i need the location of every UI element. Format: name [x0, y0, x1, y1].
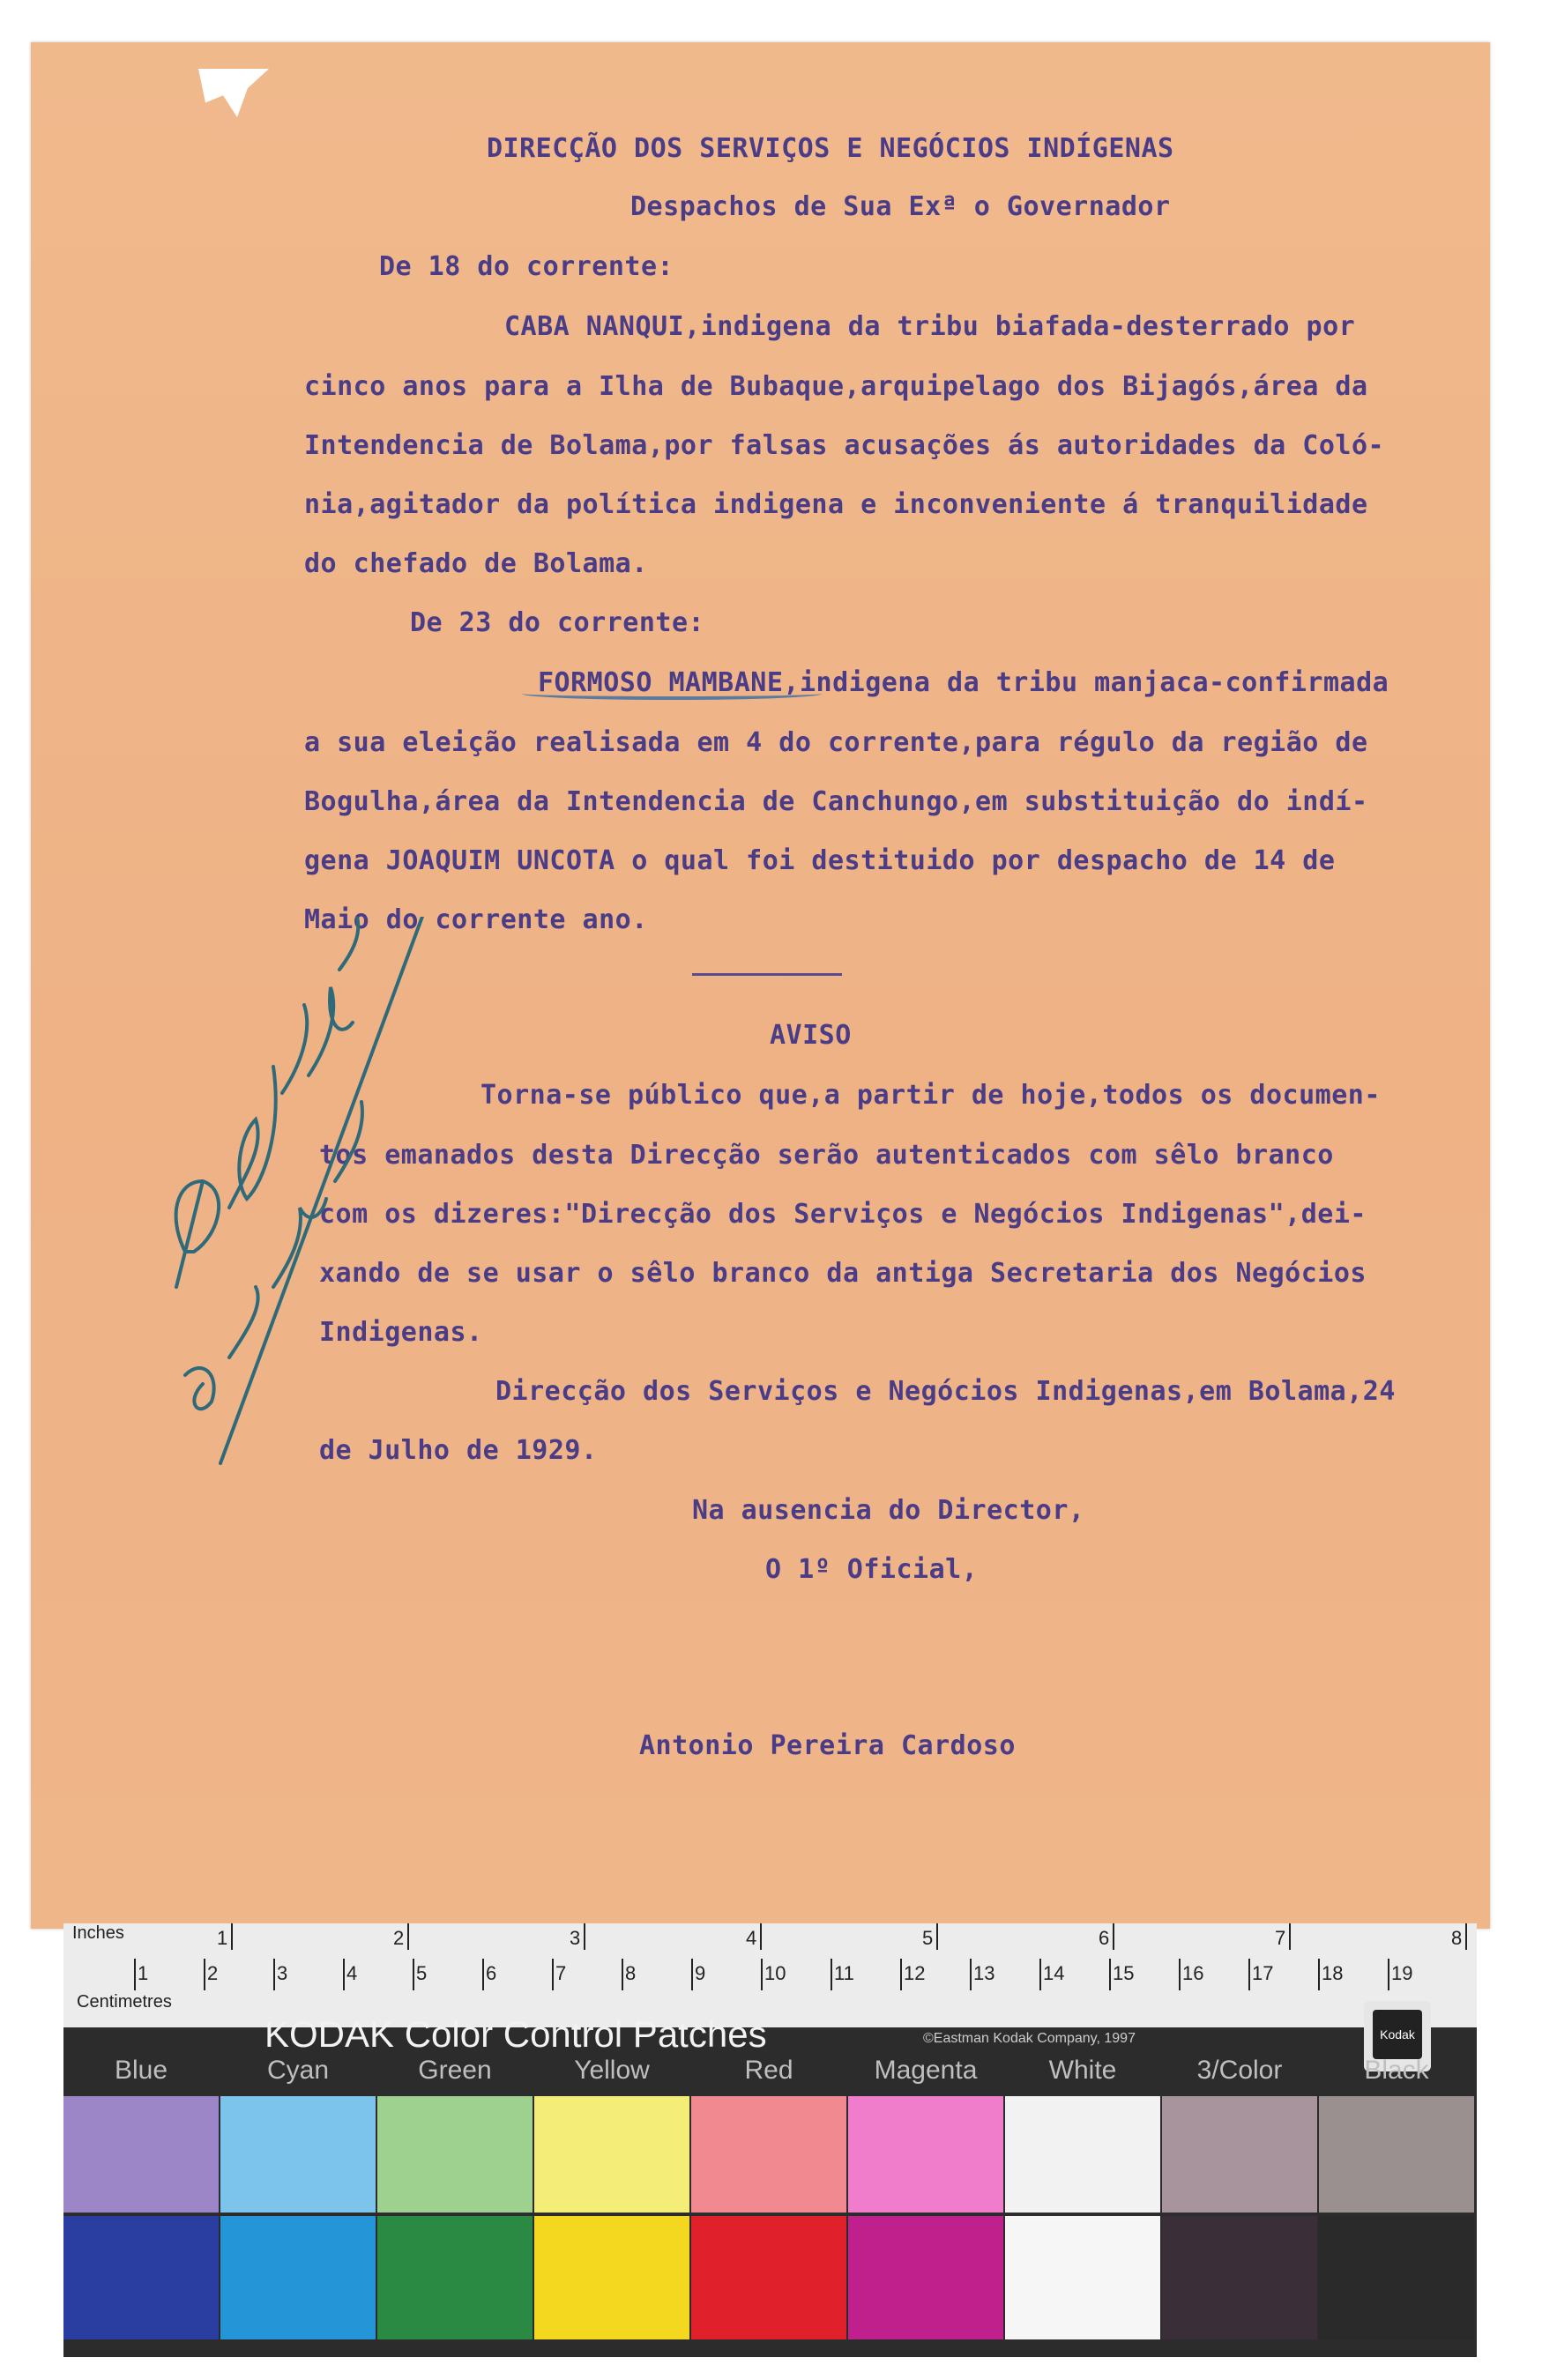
cm-number: 3: [277, 1962, 288, 1984]
color-patch-dark: [63, 2216, 219, 2339]
patch-label: 3/Color: [1196, 2056, 1283, 2085]
paragraph-1-line: cinco anos para a Ilha de Bubaque,arquipelago dos Bijagós,área da: [304, 371, 1368, 402]
cm-tick: [1248, 1959, 1250, 1990]
inch-number: 4: [746, 1927, 757, 1949]
paragraph-1-line: nia,agitador da política indigena e inconveniente á tranquilidade: [304, 489, 1368, 520]
closing-line: Direcção dos Serviços e Negócios Indigenas,em Bolama,24: [495, 1376, 1396, 1407]
signature-name: Antonio Pereira Cardoso: [639, 1730, 1016, 1761]
cm-number: 2: [207, 1962, 219, 1984]
inch-tick: [407, 1923, 409, 1950]
closing-line: de Julho de 1929.: [319, 1435, 598, 1466]
color-patch-dark: [848, 2216, 1003, 2339]
paragraph-2-line: FORMOSO MAMBANE,indigena da tribu manjaca-confirmada: [538, 667, 1389, 698]
cm-tick: [482, 1959, 484, 1990]
cm-number: 4: [346, 1962, 358, 1984]
paragraph-1-line: do chefado de Bolama.: [304, 548, 648, 579]
document-subheader: Despachos de Sua Exª o Governador: [630, 191, 1171, 222]
paragraph-2-line: Bogulha,área da Intendencia de Canchungo,em substituição do indí-: [304, 786, 1368, 817]
color-patch-dark: [1162, 2216, 1317, 2339]
cm-tick: [413, 1959, 414, 1990]
cm-tick: [204, 1959, 205, 1990]
centimetres-label: Centimetres: [77, 1992, 172, 2012]
color-patch-dark: [1005, 2216, 1160, 2339]
document-header: DIRECÇÃO DOS SERVIÇOS E NEGÓCIOS INDÍGENAS: [487, 133, 1174, 164]
aviso-line: Torna-se público que,a partir de hoje,todos os documen-: [480, 1080, 1381, 1111]
inch-number: 5: [922, 1927, 934, 1949]
patch-label: White: [1048, 2056, 1117, 2085]
inch-number: 3: [570, 1927, 581, 1949]
inch-tick: [1113, 1923, 1114, 1950]
kodak-color-target: [63, 1923, 1477, 2357]
aviso-line: com os dizeres:"Direcção dos Serviços e Negócios Indigenas",dei-: [319, 1199, 1367, 1230]
inch-tick: [584, 1923, 585, 1950]
patch-label: Black: [1364, 2056, 1429, 2085]
paragraph-2-line: Maio do corrente ano.: [304, 904, 648, 935]
cm-number: 19: [1391, 1962, 1413, 1984]
color-patch-dark: [377, 2216, 533, 2339]
cm-tick: [1318, 1959, 1320, 1990]
cm-number: 11: [834, 1962, 854, 1984]
inches-label: Inches: [72, 1923, 124, 1943]
cm-number: 12: [904, 1962, 926, 1984]
paragraph-2-line: a sua eleição realisada em 4 do corrente,para régulo da região de: [304, 727, 1368, 758]
cm-tick: [970, 1959, 972, 1990]
inch-number: 1: [217, 1927, 228, 1949]
color-patch-light: [63, 2096, 219, 2213]
cm-number: 15: [1113, 1962, 1135, 1984]
cm-tick: [273, 1959, 275, 1990]
date-line-1: De 18 do corrente:: [379, 251, 674, 282]
blue-underline-mark: [522, 688, 822, 700]
cm-tick: [622, 1959, 623, 1990]
cm-number: 8: [625, 1962, 637, 1984]
cm-tick: [1179, 1959, 1181, 1990]
cm-tick: [343, 1959, 345, 1990]
color-patch-dark: [534, 2216, 689, 2339]
kodak-logo-mark: Kodak: [1373, 2010, 1422, 2059]
ruler-scale: [63, 1923, 1477, 2027]
inch-number: 6: [1099, 1927, 1110, 1949]
cm-number: 6: [486, 1962, 497, 1984]
patch-label: Blue: [114, 2056, 168, 2085]
color-patch-light: [377, 2096, 533, 2213]
torn-corner: [198, 69, 269, 117]
absence-line: Na ausencia do Director,: [692, 1495, 1085, 1526]
color-patch-dark: [691, 2216, 846, 2339]
aviso-line: xando de se usar o sêlo branco da antiga Secretaria dos Negócios: [319, 1258, 1367, 1289]
cm-number: 10: [764, 1962, 786, 1984]
inch-tick: [231, 1923, 233, 1950]
color-patch-light: [848, 2096, 1003, 2213]
date-line-2: De 23 do corrente:: [410, 607, 705, 638]
color-patch-light: [1162, 2096, 1317, 2213]
aviso-line: tos emanados desta Direcção serão autenticados com sêlo branco: [319, 1140, 1334, 1171]
cm-tick: [552, 1959, 554, 1990]
inch-number: 8: [1451, 1927, 1463, 1949]
copyright-text: ©Eastman Kodak Company, 1997: [923, 2031, 1136, 2046]
cm-tick: [134, 1959, 136, 1990]
aviso-title: AVISO: [770, 1020, 852, 1051]
color-patch-light: [220, 2096, 376, 2213]
patch-label: Magenta: [874, 2056, 978, 2085]
cm-number: 13: [973, 1962, 995, 1984]
cm-tick: [900, 1959, 902, 1990]
handwritten-annotation: [150, 917, 467, 1481]
color-patch-light: [691, 2096, 846, 2213]
officer-line: O 1º Oficial,: [765, 1554, 979, 1585]
inch-number: 7: [1275, 1927, 1286, 1949]
cm-number: 1: [138, 1962, 149, 1984]
cm-number: 5: [416, 1962, 428, 1984]
color-patch-light: [1005, 2096, 1160, 2213]
inch-tick: [1289, 1923, 1291, 1950]
color-patch-dark: [1319, 2216, 1474, 2339]
cm-number: 18: [1322, 1962, 1344, 1984]
target-title: KODAK Color Control Patches: [264, 2013, 767, 2055]
cm-tick: [1388, 1959, 1389, 1990]
cm-tick: [831, 1959, 832, 1990]
cm-tick: [761, 1959, 763, 1990]
patch-label: Green: [418, 2056, 492, 2085]
cm-number: 14: [1043, 1962, 1065, 1984]
cm-number: 17: [1252, 1962, 1274, 1984]
patch-label: Red: [744, 2056, 793, 2085]
color-patch-dark: [220, 2216, 376, 2339]
inch-tick: [760, 1923, 762, 1950]
paragraph-1-line: CABA NANQUI,indigena da tribu biafada-desterrado por: [504, 311, 1356, 342]
color-patch-light: [534, 2096, 689, 2213]
inch-tick: [1465, 1923, 1467, 1950]
cm-tick: [691, 1959, 693, 1990]
cm-tick: [1039, 1959, 1041, 1990]
patch-label: Cyan: [266, 2056, 330, 2085]
cm-number: 9: [695, 1962, 706, 1984]
color-patch-light: [1319, 2096, 1474, 2213]
paragraph-2-line: gena JOAQUIM UNCOTA o qual foi destituido por despacho de 14 de: [304, 845, 1336, 876]
inch-number: 2: [393, 1927, 405, 1949]
cm-number: 7: [555, 1962, 567, 1984]
paragraph-1-line: Intendencia de Bolama,por falsas acusações ás autoridades da Coló-: [304, 430, 1385, 461]
patch-label: Yellow: [574, 2056, 650, 2085]
cm-number: 16: [1182, 1962, 1204, 1984]
inch-tick: [936, 1923, 938, 1950]
cm-tick: [1109, 1959, 1111, 1990]
aviso-line: Indigenas.: [319, 1317, 483, 1348]
section-divider: [692, 973, 842, 976]
